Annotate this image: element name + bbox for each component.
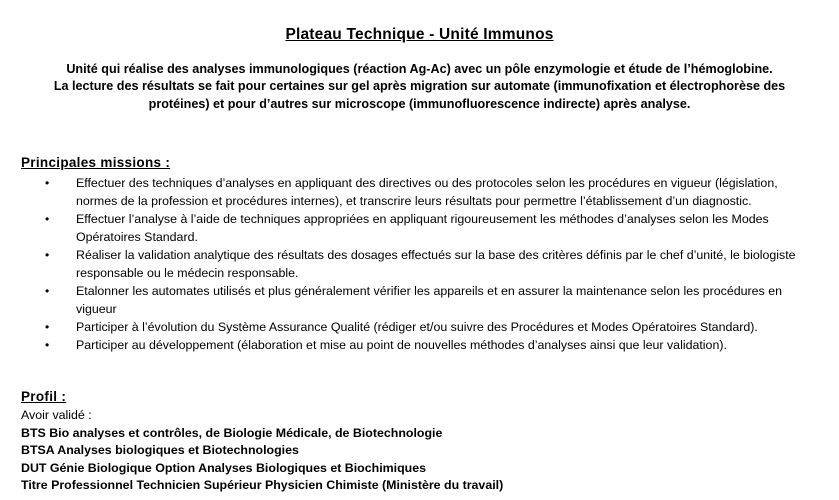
degree-item: Titre Professionnel Technicien Supérieur Physicien Chimiste (Ministère du travail) xyxy=(21,478,504,492)
profile-intro: Avoir validé : xyxy=(21,408,92,422)
page-title: Plateau Technique - Unité Immunos xyxy=(285,26,554,43)
mission-text: Réaliser la validation analytique des résultats des dosages effectués sur la base des critères définis par le chef d’unité, le biologiste xyxy=(76,248,796,262)
mission-text: normes de la profession et procédures internes), et transcrire leurs résultats pour permettre l’établissement d’un diagnostic. xyxy=(76,194,752,208)
mission-text: Participer au développement (élaboration et mise au point de nouvelles méthodes d’analyses ainsi que leur validation). xyxy=(76,338,727,352)
bullet-icon: • xyxy=(45,176,50,190)
mission-text: Participer à l’évolution du Système Assurance Qualité (rédiger et/ou suivre des Procédures et Modes Opératoires Standard). xyxy=(76,320,758,334)
bullet-icon: • xyxy=(45,320,50,334)
mission-item xyxy=(21,318,811,336)
mission-text: Etalonner les automates utilisés et plus généralement vérifier les appareils et en assurer la maintenance selon les procédures en xyxy=(76,284,782,298)
mission-text: vigueur xyxy=(76,302,117,316)
bullet-icon: • xyxy=(45,248,50,262)
mission-item xyxy=(21,210,811,246)
mission-item xyxy=(21,336,811,354)
unit-description-line: La lecture des résultats se fait pour certaines sur gel après migration sur automate (immunofixation et électrophorèse des xyxy=(53,79,786,94)
mission-item xyxy=(21,282,811,318)
mission-text: Opératoires Standard. xyxy=(76,230,198,244)
bullet-icon: • xyxy=(45,338,50,352)
mission-text: Effectuer des techniques d’analyses en appliquant des directives ou des protocoles selon les procédures en vigueur (législation, xyxy=(76,176,778,190)
mission-text: responsable ou le médecin responsable. xyxy=(76,266,299,280)
missions-heading: Principales missions : xyxy=(21,155,171,170)
bullet-icon: • xyxy=(45,212,50,226)
degree-item: BTSA Analyses biologiques et Biotechnologies xyxy=(21,443,299,457)
degree-item: BTS Bio analyses et contrôles, de Biologie Médicale, de Biotechnologie xyxy=(21,425,443,440)
unit-description-line: Unité qui réalise des analyses immunologiques (réaction Ag-Ac) avec un pôle enzymologie et étude de l’hémoglobine. xyxy=(66,62,773,76)
profile-section xyxy=(21,407,821,495)
mission-text: Effectuer l’analyse à l’aide de techniques appropriées en appliquant rigoureusement les méthodes d’analyses selon les Modes xyxy=(76,212,769,226)
unit-description-line: protéines) et pour d’autres sur microscope (immunofluorescence indirecte) après analyse. xyxy=(148,96,691,111)
degree-item: DUT Génie Biologique Option Analyses Biologiques et Biochimiques xyxy=(21,460,427,475)
mission-item xyxy=(21,246,811,282)
previous-page-cutoff xyxy=(0,0,839,6)
unit-description xyxy=(30,61,809,113)
mission-item xyxy=(21,174,811,210)
profile-heading: Profil : xyxy=(21,389,67,404)
bullet-icon: • xyxy=(45,284,50,298)
missions-list xyxy=(21,174,811,354)
